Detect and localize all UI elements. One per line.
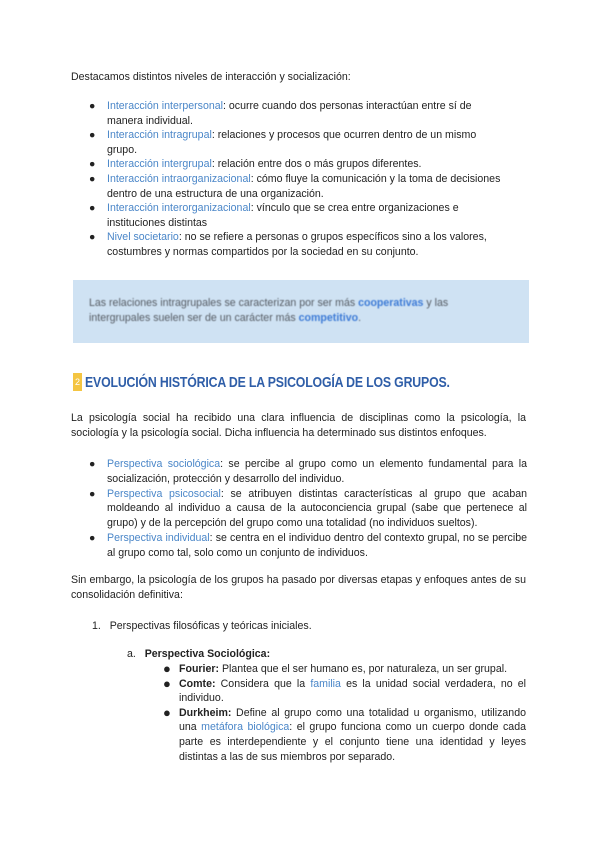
list-item (0, 157, 507, 172)
paragraph-stages: Sin embargo, la psicología de los grupos ha pasado por diversas etapas y enfoques antes de su consolidación definitiva: (71, 574, 526, 602)
author-name: Durkheim: (179, 706, 232, 719)
term-link[interactable]: Perspectiva individual (107, 531, 210, 544)
callout-text (89, 296, 509, 325)
author-description: Define al grupo como una totalidad u organismo, utilizando una (179, 706, 526, 734)
list-item (0, 706, 526, 764)
bullet-icon: ● (89, 100, 96, 112)
callout-highlight: competitivo (298, 311, 359, 324)
callout-part: . (358, 311, 362, 324)
perspectives-list (0, 457, 600, 561)
bullet-icon: ● (89, 458, 96, 470)
sub-item-title: Perspectiva Sociológica: (144, 648, 271, 660)
list-item (0, 662, 526, 677)
callout-box (73, 280, 529, 343)
term-description: : se percibe al grupo como un elemento fundamental para la socialización, protección y desarrollo del individuo. (107, 458, 527, 485)
author-name: Comte: (179, 677, 216, 690)
callout-part: y las intergrupales suelen ser de un carácter más (89, 297, 449, 324)
list-item (0, 487, 527, 531)
term-description: : relación entre dos o más grupos diferentes. (211, 158, 422, 171)
bullet-icon: ● (89, 231, 96, 244)
list-item (0, 172, 507, 201)
sub-item (127, 648, 270, 660)
bullet-icon: ● (89, 202, 96, 215)
numbered-item (92, 620, 312, 632)
bullet-icon: ● (89, 531, 96, 544)
list-item (0, 128, 507, 157)
term-link[interactable]: metáfora biológica (201, 721, 290, 734)
authors-list (0, 662, 600, 764)
term-description: : se centra en el individuo dentro del contexto grupal, no se percibe al grupo como tal, solo como un conjunto de individuos. (107, 531, 527, 559)
term-link[interactable]: Interacción intergrupal (107, 158, 212, 171)
term-description: : se atribuyen distintas características al grupo que acaban moldeando al individuo a causa de la autoconciencia grupal (sabe que pertenece al grupo) y de la percepción del grupo como una totalidad (no individuos sueltos). (107, 487, 528, 529)
author-description: : el grupo funciona como un cuerpo donde cada parte es interdependiente y el conjunto tiene una identidad y leyes distintas a las de sus miembros por separado. (179, 721, 526, 763)
term-description: : relaciones y procesos que ocurren dentro de un mismo grupo. (107, 129, 477, 156)
term-link[interactable]: Perspectiva psicosocial (107, 487, 221, 500)
author-description: es la unidad social verdadera, no el individuo. (179, 677, 526, 705)
list-item (0, 99, 507, 128)
term-link[interactable]: Interacción interpersonal (107, 100, 224, 112)
term-link[interactable]: Nivel societario (107, 231, 179, 244)
bullet-icon: ● (89, 487, 96, 500)
section-title: EVOLUCIÓN HISTÓRICA DE LA PSICOLOGÍA DE LOS GRUPOS. (85, 373, 450, 391)
callout-part: Las relaciones intragrupales se caracterizan por ser más (89, 297, 359, 309)
author-description: Plantea que el ser humano es, por naturaleza, un ser grupal. (219, 663, 508, 675)
term-description: : ocurre cuando dos personas interactúan entre sí de manera individual. (107, 100, 472, 127)
bullet-icon: ● (89, 172, 96, 185)
numbered-item-text: Perspectivas filosóficas y teóricas iniciales. (109, 620, 312, 632)
list-item (0, 531, 527, 560)
callout-highlight: cooperativas (358, 297, 424, 309)
section-number-marker: 2 (73, 373, 82, 391)
intro-text: Destacamos distintos niveles de interacción y socialización: (71, 71, 351, 83)
term-description: : vínculo que se crea entre organizaciones e instituciones distintas (107, 202, 459, 229)
term-link[interactable]: familia (310, 677, 341, 690)
list-item (0, 230, 507, 259)
bullet-icon: ● (163, 675, 171, 691)
term-link[interactable]: Interacción intraorganizacional (107, 172, 251, 185)
list-number: 1. (92, 620, 101, 632)
bullet-icon: ● (163, 661, 171, 676)
author-name: Fourier: (179, 663, 220, 675)
term-link[interactable]: Interacción intragrupal (107, 129, 212, 142)
term-description: : cómo fluye la comunicación y la toma de decisiones dentro de una estructura de una organización. (107, 172, 501, 200)
term-description: : no se refiere a personas o grupos específicos sino a los valores, costumbres y normas compartidos por la sociedad en su conjunto. (107, 231, 487, 258)
list-item (0, 677, 526, 706)
paragraph-influences: La psicología social ha recibido una clara influencia de disciplinas como la psicología, la sociología y la psicología social. Dicha influencia ha determinado sus distintos enfoques. (71, 412, 526, 440)
bullet-icon: ● (89, 158, 96, 171)
interaction-levels-list (0, 99, 600, 260)
author-description: Considera que la (215, 677, 311, 690)
bullet-icon: ● (89, 129, 96, 142)
list-item (0, 457, 527, 486)
list-letter: a. (127, 648, 136, 660)
term-link[interactable]: Perspectiva sociológica (107, 458, 221, 470)
bullet-icon: ● (163, 704, 171, 720)
term-link[interactable]: Interacción interorganizacional (107, 202, 251, 215)
section-heading (73, 372, 530, 392)
list-item (0, 201, 507, 230)
